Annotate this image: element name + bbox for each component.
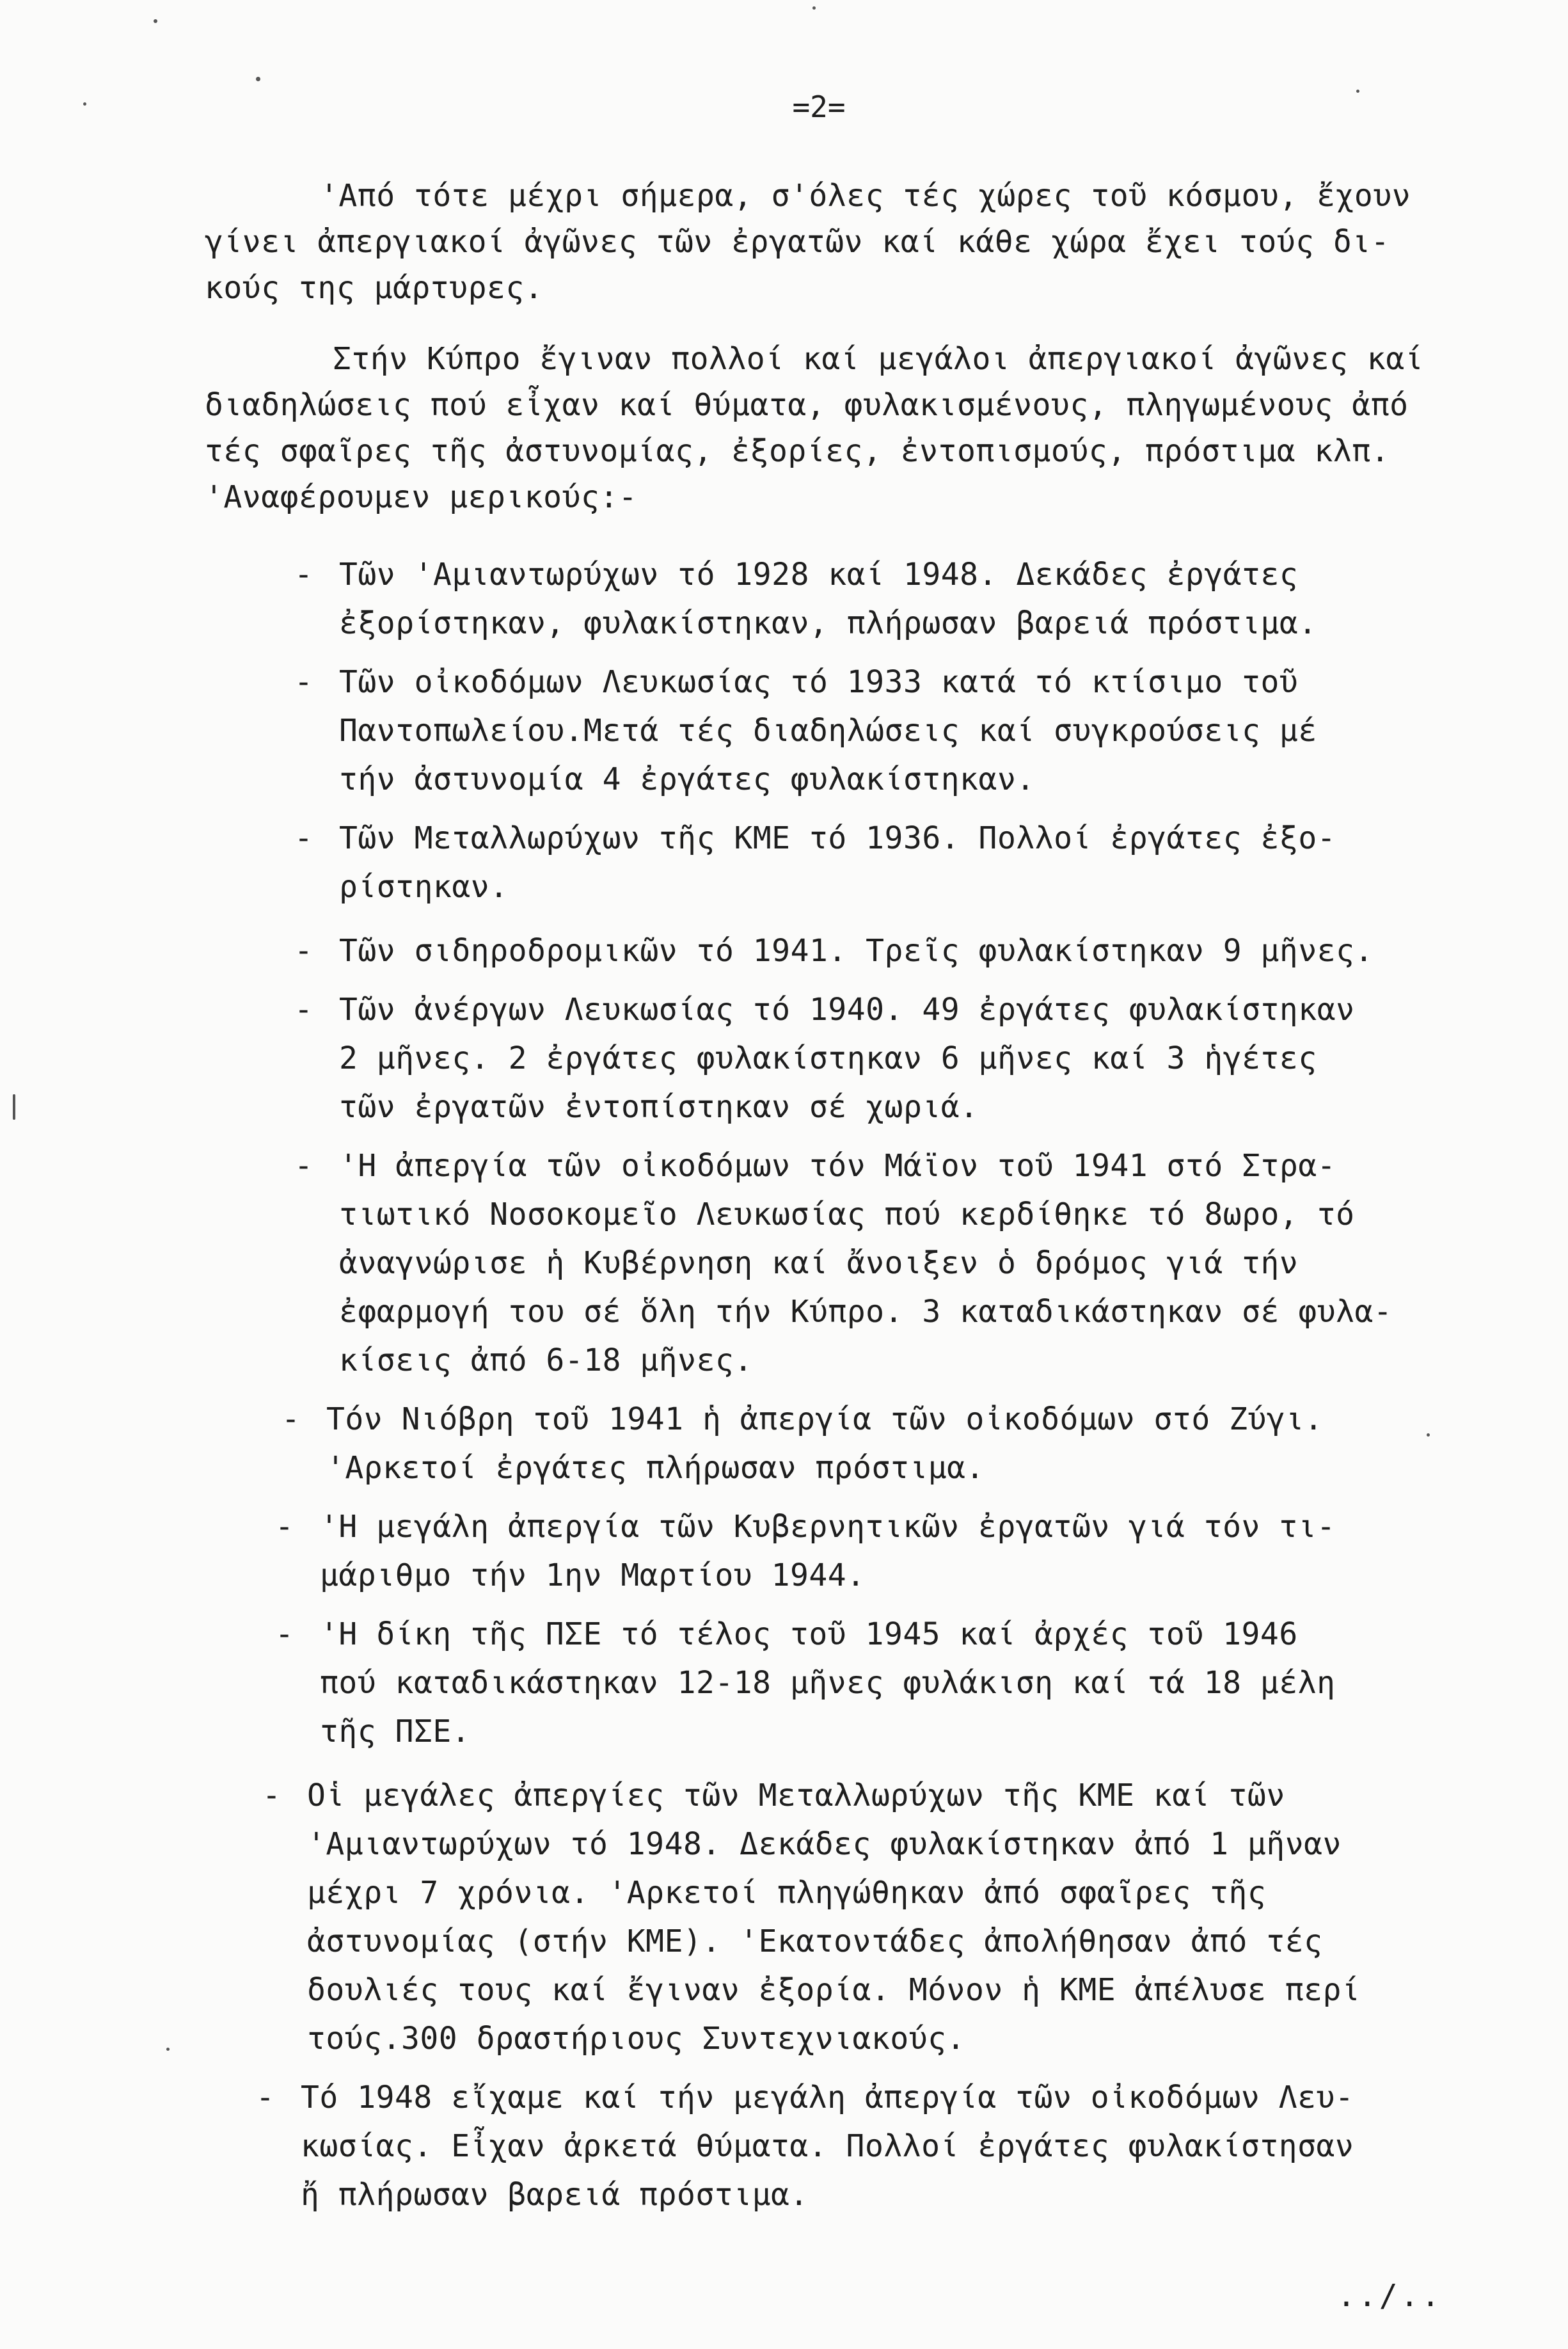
list-item: [262, 1502, 1478, 1600]
text-line: ἤ πλήρωσαν βαρειά πρόστιμα.: [301, 2177, 809, 2213]
text-line: κούς της μάρτυρες.: [205, 270, 544, 306]
text-line: Τῶν σιδηροδρομικῶν τό 1941. Τρεῖς φυλακίστηκαν 9 μῆνες.: [339, 933, 1374, 969]
text-line: τήν ἀστυνομία 4 ἐργάτες φυλακίστηκαν.: [339, 761, 1035, 797]
text-line: 2 μῆνες. 2 ἐργάτες φυλακίστηκαν 6 μῆνες καί 3 ἡγέτες: [339, 1040, 1317, 1076]
text-line: δουλιές τους καί ἔγιναν ἐξορία. Μόνον ἡ ΚΜΕ ἀπέλυσε περί: [307, 1972, 1361, 2008]
scan-speck: [154, 19, 157, 23]
list-item: [281, 814, 1497, 911]
text-line: Στήν Κύπρο ἔγιναν πολλοί καί μεγάλοι ἀπεργιακοί ἀγῶνες καί: [333, 341, 1424, 377]
text-line: Οἱ μεγάλες ἀπεργίες τῶν Μεταλλωρύχων τῆς ΚΜΕ καί τῶν: [307, 1778, 1285, 1813]
text-line: κίσεις ἀπό 6-18 μῆνες.: [339, 1342, 753, 1378]
list-item: [281, 1142, 1497, 1385]
text-line: μέχρι 7 χρόνια. 'Αρκετοί πληγώθηκαν ἀπό σφαῖρες τῆς: [307, 1875, 1267, 1911]
list-item: [281, 550, 1497, 648]
page-number: =2=: [792, 90, 846, 124]
strike-list: [256, 550, 1497, 2219]
scan-speck: [256, 77, 260, 81]
scan-speck: [1356, 90, 1359, 93]
text-line: Τῶν 'Αμιαντωρύχων τό 1928 καί 1948. Δεκάδες ἐργάτες: [339, 557, 1299, 593]
list-dash: -: [294, 557, 313, 593]
text-line: κωσίας. Εἶχαν ἀρκετά θύματα. Πολλοί ἐργάτες φυλακίστησαν: [301, 2128, 1354, 2164]
text-line: μάριθμο τήν 1ην Μαρτίου 1944.: [320, 1557, 866, 1593]
text-line: τῶν ἐργατῶν ἐντοπίστηκαν σέ χωριά.: [339, 1089, 979, 1125]
text-line: Παντοπωλείου.Μετά τές διαδηλώσεις καί συγκρούσεις μέ: [339, 713, 1317, 749]
list-dash: -: [275, 1509, 294, 1545]
text-line: τῆς ΠΣΕ.: [320, 1714, 471, 1749]
text-line: πού καταδικάστηκαν 12-18 μῆνες φυλάκιση καί τά 18 μέλη: [320, 1665, 1336, 1701]
text-line: Τό 1948 εἴχαμε καί τήν μεγάλη ἀπεργία τῶν οἰκοδόμων Λευ-: [301, 2080, 1354, 2115]
list-item: [249, 1771, 1465, 2063]
scan-speck: [812, 6, 816, 10]
list-dash: -: [294, 820, 313, 856]
text-line: Τῶν ἀνέργων Λευκωσίας τό 1940. 49 ἐργάτες φυλακίστηκαν: [339, 992, 1355, 1028]
list-item: [281, 985, 1497, 1131]
text-line: 'Αρκετοί ἐργάτες πλήρωσαν πρόστιμα.: [326, 1450, 985, 1486]
text-line: γίνει ἀπεργιακοί ἀγῶνες τῶν ἐργατῶν καί κάθε χώρα ἔχει τούς δι-: [205, 224, 1390, 260]
list-item: [281, 927, 1497, 975]
list-dash: -: [294, 992, 313, 1028]
list-dash: -: [294, 664, 313, 700]
cyprus-paragraph: [205, 336, 1478, 520]
continuation-mark: ../..: [1337, 2278, 1443, 2314]
scan-speck: [1427, 1433, 1430, 1437]
intro-paragraph: [205, 173, 1478, 311]
text-line: διαδηλώσεις πού εἶχαν καί θύματα, φυλακισμένους, πληγωμένους ἀπό: [205, 387, 1409, 423]
text-line: ἐξορίστηκαν, φυλακίστηκαν, πλήρωσαν βαρειά πρόστιμα.: [339, 605, 1317, 641]
list-item: [281, 658, 1497, 804]
text-line: ἀναγνώρισε ἡ Κυβέρνηση καί ἄνοιξεν ὁ δρόμος γιά τήν: [339, 1245, 1299, 1281]
list-dash: -: [275, 1616, 294, 1652]
text-line: ρίστηκαν.: [339, 869, 509, 905]
list-dash: -: [262, 1778, 281, 1813]
text-line: Τῶν Μεταλλωρύχων τῆς ΚΜΕ τό 1936. Πολλοί ἐργάτες ἐξο-: [339, 820, 1336, 856]
text-line: Τόν Νιόβρη τοῦ 1941 ἡ ἀπεργία τῶν οἰκοδόμων στό Ζύγι.: [326, 1401, 1324, 1437]
text-line: 'Η μεγάλη ἀπεργία τῶν Κυβερνητικῶν ἐργατῶν γιά τόν τι-: [320, 1509, 1336, 1545]
text-line: τές σφαῖρες τῆς ἀστυνομίας, ἐξορίες, ἐντοπισμούς, πρόστιμα κλπ.: [205, 433, 1390, 469]
list-dash: -: [294, 1148, 313, 1184]
list-item: [262, 1610, 1478, 1756]
list-dash: -: [256, 2080, 275, 2115]
text-line: ἐφαρμογή του σέ ὅλη τήν Κύπρο. 3 καταδικάστηκαν σέ φυλα-: [339, 1294, 1393, 1330]
scan-speck: [83, 102, 86, 106]
text-line: ἀστυνομίας (στήν ΚΜΕ). 'Εκατοντάδες ἀπολήθησαν ἀπό τές: [307, 1923, 1323, 1959]
text-line: 'Η ἀπεργία τῶν οἰκοδόμων τόν Μάϊον τοῦ 1941 στό Στρα-: [339, 1148, 1336, 1184]
text-line: Τῶν οἰκοδόμων Λευκωσίας τό 1933 κατά τό κτίσιμο τοῦ: [339, 664, 1299, 700]
scan-speck: [13, 1094, 15, 1120]
list-item: [269, 1395, 1484, 1492]
text-line: 'Από τότε μέχρι σήμερα, σ'όλες τές χώρες τοῦ κόσμου, ἔχουν: [320, 178, 1411, 214]
list-dash: -: [294, 933, 313, 969]
text-line: 'Αμιαντωρύχων τό 1948. Δεκάδες φυλακίστηκαν ἀπό 1 μῆναν: [307, 1826, 1342, 1862]
list-item: [243, 2073, 1459, 2219]
scan-speck: [166, 2048, 170, 2051]
text-line: τούς.300 δραστήριους Συντεχνιακούς.: [307, 2021, 965, 2057]
text-line: 'Η δίκη τῆς ΠΣΕ τό τέλος τοῦ 1945 καί ἀρχές τοῦ 1946: [320, 1616, 1298, 1652]
list-dash: -: [281, 1401, 301, 1437]
text-line: 'Αναφέρουμεν μερικούς:-: [205, 479, 638, 515]
text-line: τιωτικό Νοσοκομεῖο Λευκωσίας πού κερδίθηκε τό 8ωρο, τό: [339, 1197, 1355, 1232]
